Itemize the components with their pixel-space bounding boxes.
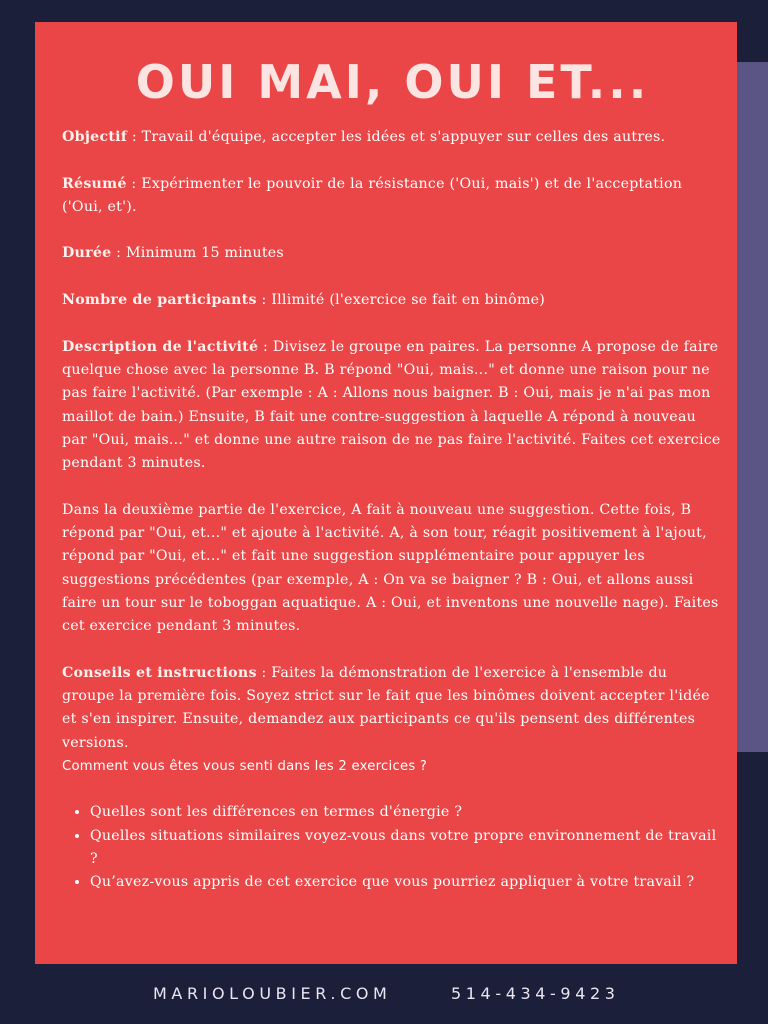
decorative-side-bar [737,62,768,752]
section-participants [62,289,723,312]
section-text: : Illimité (l'exercice se fait en binôme) [256,292,546,309]
section-text: Dans la deuxième partie de l'exercice, A fait à nouveau une suggestion. Cette fois, B répond par "Oui, et..." et ajoute à l'activité. A, à son tour, réagit positivement à l'ajout, répond par "Oui, et..." et fait une suggestion supplémentaire pour appuyer les suggestions précédentes (par exemple, A : On va se baigner ? B : Oui, et allons aussi faire un tour sur le toboggan aquatique. A : Oui, et inventons une nouvelle nage). Faites cet exercice pendant 3 minutes. [62,501,719,635]
section-text: : Divisez le groupe en paires. La personne A propose de faire quelque chose avec la personne B. B répond "Oui, mais..." et donne une raison pour ne pas faire l'activité. (Par exemple : A : Allons nous baigner. B : Oui, mais je n'ai pas mon maillot de bain.) Ensuite, B fait une contre-suggestion à laquelle A répond à nouveau par "Oui, mais..." et donne une autre raison de ne pas faire l'activité. Faites cet exercice pendant 3 minutes. [62,338,721,472]
section-text: : Expérimenter le pouvoir de la résistance ('Oui, mais') et de l'acceptation ('Oui, et'). [62,175,683,215]
section-label: Objectif [62,129,128,145]
section-label: Nombre de participants [62,292,257,309]
website-text: MARIOLOUBIER.COM [153,984,392,1003]
section-text: : Minimum 15 minutes [111,245,284,262]
section-text: : Faites la démonstration de l'exercice à l'ensemble du groupe la première fois. Soyez strict sur le fait que les binômes doivent accepter l'idée et s'en inspirer. Ensuite, demandez aux participants ce qu'ils pensent des différentes versions. [62,664,710,751]
section-resume [62,173,723,220]
section-label: Conseils et instructions [62,664,257,681]
list-item: • Qu’avez-vous appris de cet exercice que vous pourriez appliquer à votre travail ? [90,871,723,894]
section-conseils [62,662,723,755]
phone-number: 514-434-9423 [451,984,620,1003]
section-text: : Travail d'équipe, accepter les idées et s'appuyer sur celles des autres. [127,129,666,145]
section-deuxieme-partie [62,499,723,639]
list-item: • Quelles sont les différences en termes d'énergie ? [90,801,723,824]
discussion-question: Comment vous êtes vous senti dans les 2 exercices ? [62,759,428,775]
section-label: Description de l'activité [62,338,259,355]
activity-card [35,22,737,964]
section-label: Durée [62,245,112,262]
discussion-list [62,801,723,894]
section-description [62,336,723,476]
section-duree [62,242,723,265]
section-objectif [62,126,723,149]
section-label: Résumé [62,175,127,192]
page-title: OUI MAI, OUI ET... [135,55,650,109]
list-item: • Quelles situations similaires voyez-vous dans votre propre environnement de travail ? [90,825,723,872]
footer [0,980,768,1010]
activity-content [62,126,723,895]
